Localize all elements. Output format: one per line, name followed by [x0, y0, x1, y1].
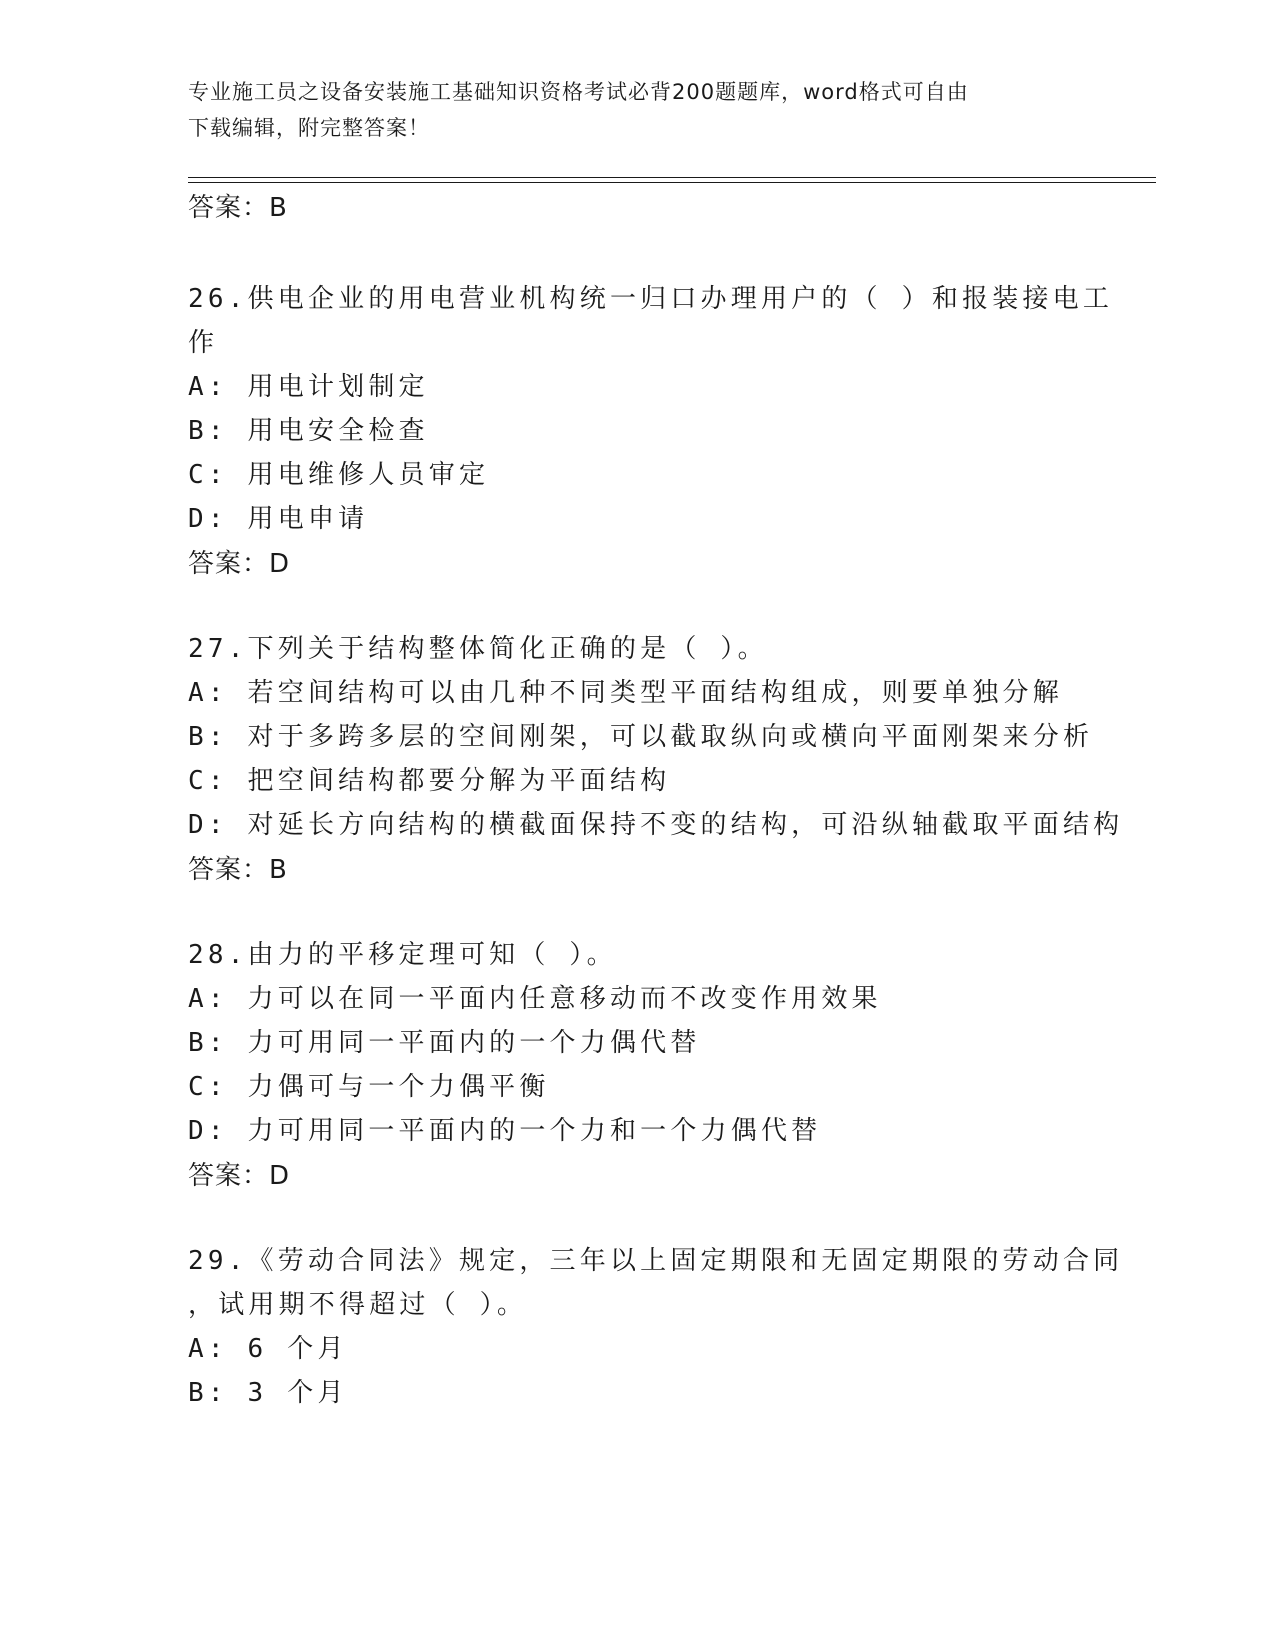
- question-26-answer: 答案：D: [188, 549, 291, 579]
- question-28-answer: 答案：D: [188, 1161, 291, 1191]
- question-27-option-c: C: 把空间结构都要分解为平面结构: [188, 766, 671, 796]
- question-27-stem-line-1: 27.下列关于结构整体简化正确的是（ ）。: [188, 634, 768, 664]
- document-header: [188, 74, 1088, 146]
- question-29-option-a: A: 6 个月: [188, 1334, 348, 1364]
- question-27-option-b: B: 对于多跨多层的空间刚架，可以截取纵向或横向平面刚架来分析: [188, 722, 1094, 752]
- answer-25: 答案：B: [188, 193, 288, 223]
- question-28-option-a: A: 力可以在同一平面内任意移动而不改变作用效果: [188, 984, 882, 1014]
- question-27-answer: 答案：B: [188, 855, 288, 885]
- header-line-1: 专业施工员之设备安装施工基础知识资格考试必背200题题库，word格式可自由: [188, 80, 969, 104]
- header-divider-bottom: [188, 182, 1156, 183]
- question-28-option-c: C: 力偶可与一个力偶平衡: [188, 1072, 550, 1102]
- question-27-option-d: D: 对延长方向结构的横截面保持不变的结构，可沿纵轴截取平面结构: [188, 810, 1124, 840]
- question-26-option-b: B: 用电安全检查: [188, 416, 429, 446]
- question-26-stem-line-1: 26.供电企业的用电营业机构统一归口办理用户的（ ）和报装接电工: [188, 284, 1114, 314]
- header-divider-top: [188, 177, 1156, 178]
- question-26-option-d: D: 用电申请: [188, 504, 369, 534]
- question-26-option-c: C: 用电维修人员审定: [188, 460, 490, 490]
- question-29-stem-line-1: 29.《劳动合同法》规定，三年以上固定期限和无固定期限的劳动合同: [188, 1246, 1124, 1276]
- header-line-2: 下载编辑，附完整答案！: [188, 116, 430, 140]
- question-29-stem-line-2: ，试用期不得超过（ ）。: [188, 1290, 528, 1320]
- question-26-option-a: A: 用电计划制定: [188, 372, 429, 402]
- question-26-stem-line-2: 作: [188, 328, 219, 358]
- question-28-option-b: B: 力可用同一平面内的一个力偶代替: [188, 1028, 701, 1058]
- question-29-option-b: B: 3 个月: [188, 1378, 348, 1408]
- question-28-option-d: D: 力可用同一平面内的一个力和一个力偶代替: [188, 1116, 822, 1146]
- question-27-option-a: A: 若空间结构可以由几种不同类型平面结构组成，则要单独分解: [188, 678, 1063, 708]
- question-28-stem-line-1: 28.由力的平移定理可知（ ）。: [188, 940, 617, 970]
